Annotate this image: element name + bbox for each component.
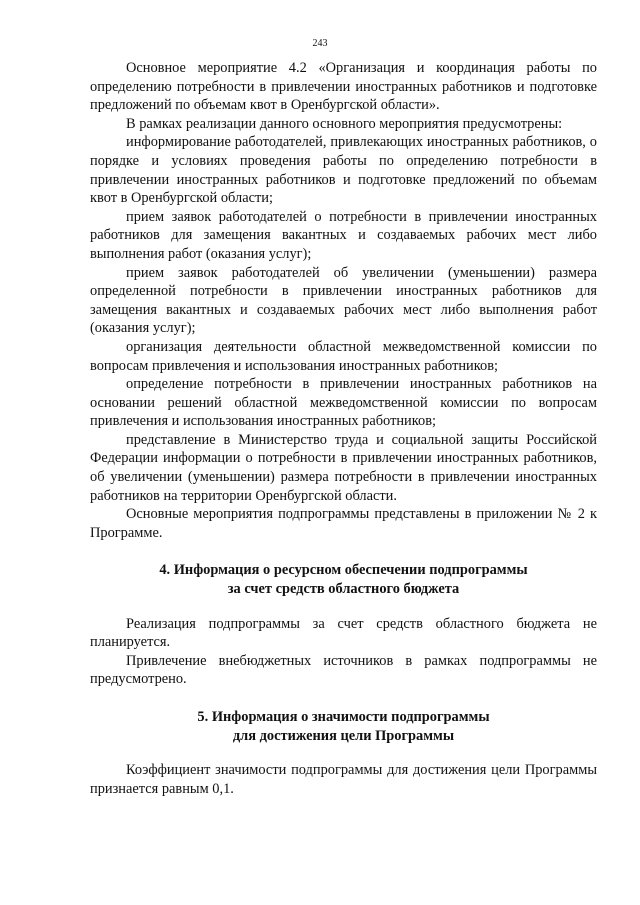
measure-item-commission: организация деятельности областной межведомственной комиссии по вопросам привлечения и использования иностранных работников; [90,338,597,374]
section-5-heading-line-1: 5. Информация о значимости подпрограммы [197,709,490,725]
page-number: 243 [312,38,328,49]
measures-appendix-paragraph: Основные мероприятия подпрограммы представлены в приложении № 2 к Программе. [90,506,597,541]
measure-title-paragraph: Основное мероприятие 4.2 «Организация и координация работы по определению потребности в привлечении иностранных работников и подготовке предложений по объемам квот в Оренбургской области». [90,60,597,114]
measure-item-application-change: прием заявок работодателей об увеличении (уменьшении) размера определенной потребности в привлечении иностранных работников для замещения вакантных и создаваемых рабочих мест либо выполнения работ (оказания услуг); [90,264,597,337]
measure-item-ministry-report: представление в Министерство труда и социальной защиты Российской Федерации информации о потребности в привлечении иностранных работников, об увеличении (уменьшении) размера потребности в привлечении иностранных работников на территории Оренбургской области. [90,431,597,504]
section-5-heading [90,708,597,745]
section-4-paragraph-funding: Реализация подпрограммы за счет средств областного бюджета не планируется. [90,615,597,651]
measures-intro-paragraph: В рамках реализации данного основного мероприятия предусмотрены: [126,115,563,132]
section-5-paragraph-coefficient: Коэффициент значимости подпрограммы для достижения цели Программы признается равным 0,1. [90,762,597,797]
section-5-heading-line-2: для достижения цели Программы [232,727,455,744]
measure-item-application-intake: прием заявок работодателей о потребности в привлечении иностранных работников для замещения вакантных и создаваемых рабочих мест либо выполнения работ (оказания услуг); [90,208,597,262]
section-4-heading [90,561,597,598]
page-content [90,59,597,798]
section-4-paragraph-extrabudgetary: Привлечение внебюджетных источников в рамках подпрограммы не предусмотрено. [90,652,597,688]
measure-item-need-determination: определение потребности в привлечении иностранных работников на основании решений областной межведомственной комиссии по вопросам привлечения и использования иностранных работников; [90,376,597,430]
measure-item-informing: информирование работодателей, привлекающих иностранных работников, о порядке и условиях проведения работы по определению потребности в привлечении иностранных работников и подготовке предложений по объемам квот в Оренбургской области; [90,134,597,207]
section-4-heading-line-2: за счет средств областного бюджета [227,581,460,598]
section-4-heading-line-1: 4. Информация о ресурсном обеспечении подпрограммы [159,562,528,579]
